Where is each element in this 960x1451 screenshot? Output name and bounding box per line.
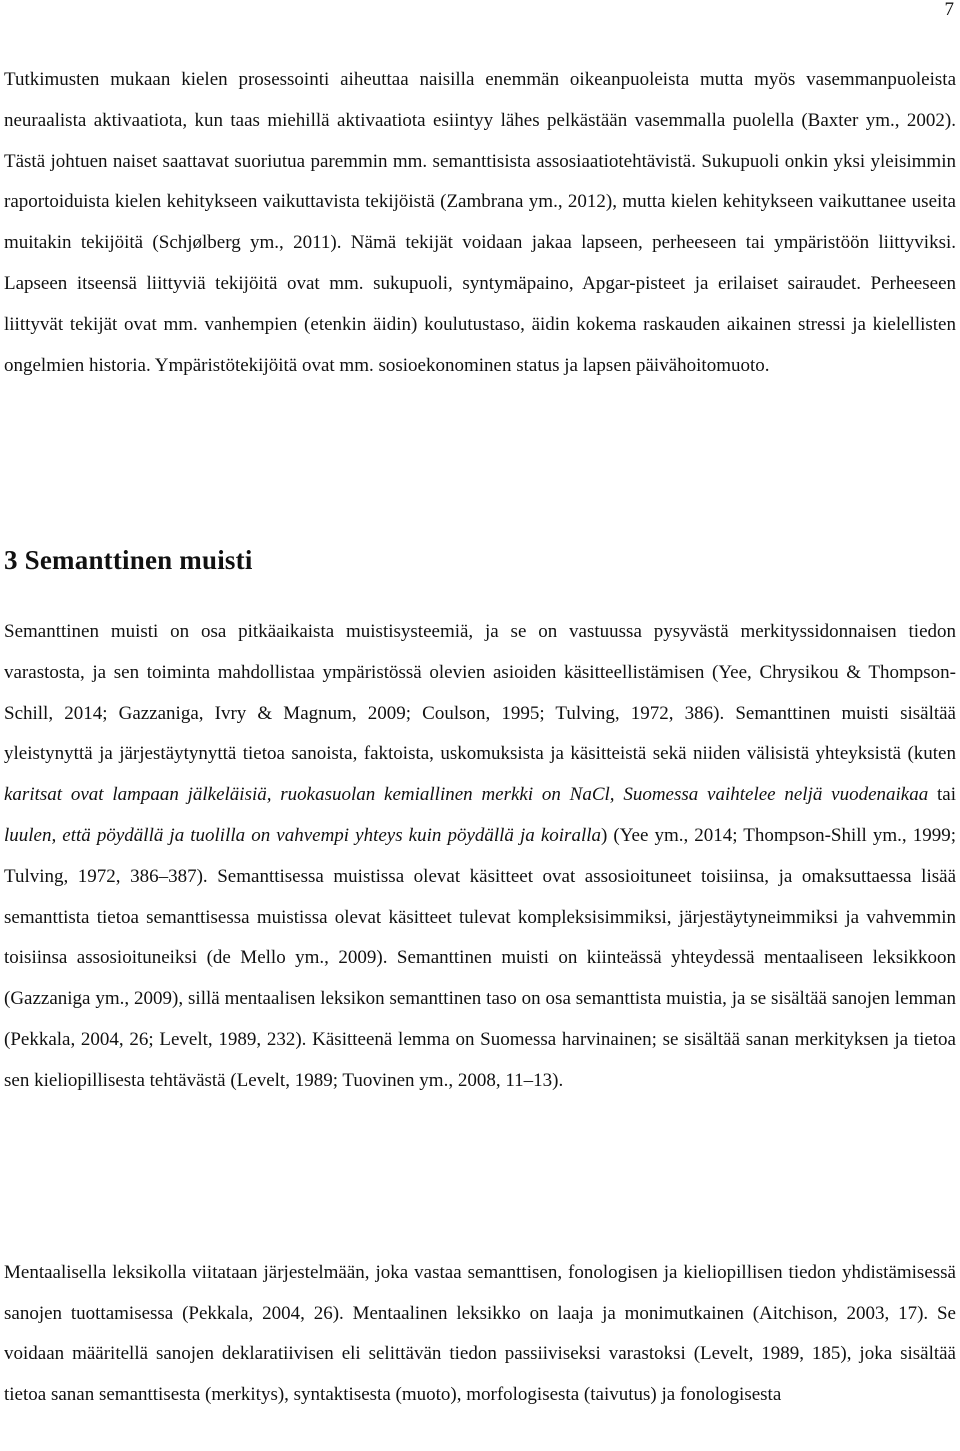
section-heading: 3 Semanttinen muisti [4, 545, 253, 575]
paragraph-text: tai [928, 784, 956, 806]
paragraph-text: Semanttinen muisti on osa pitkäaikaista muistisysteemiä, ja se on vastuussa pysyvästä merkityssidonnaisen tiedon varastosta, ja sen toiminta mahdollistaa ympäristössä olevien asioiden käsitteellistämisen (Yee, Chrysikou & Thompson-Schill, 2014; Gazzaniga, Ivry & Magnum, 2009; Coulson, 1995; Tulving, 1972, 386). Semanttinen muisti sisältää yleistynyttä ja järjestäytynyttä tietoa sanoista, faktoista, uskomuksista ja käsitteistä sekä niiden välisistä yhteyksistä (kuten [4, 621, 956, 765]
italic-example: luulen, että pöydällä ja tuolilla on vahvempi yhteys kuin pöydällä ja koiralla [4, 824, 601, 846]
paragraph-semantic-memory [4, 612, 956, 1102]
paragraph-language-processing: Tutkimusten mukaan kielen prosessointi aiheuttaa naisilla enemmän oikeanpuoleista mutta myös vasemmanpuoleista neuraalista aktivaatiota, kun taas miehillä aktivaatiota esiintyy lähes pelkästään vasemmalla puolella (Baxter ym., 2002). Tästä johtuen naiset saattavat suoriutua paremmin mm. semanttisista assosiaatiotehtävistä. Sukupuoli onkin yksi yleisimmin raportoiduista kielen kehitykseen vaikuttavista tekijöistä (Zambrana ym., 2012), mutta kielen kehitykseen vaikuttanee useita muitakin tekijöitä (Schjølberg ym., 2011). Nämä tekijät voidaan jakaa lapseen, perheeseen tai ympäristöön liittyviksi. Lapseen itseensä liittyviä tekijöitä ovat mm. sukupuoli, syntymäpaino, Apgar-pisteet ja erilaiset sairaudet. Perheeseen liittyvät tekijät ovat mm. vanhempien (etenkin äidin) koulutustaso, äidin kokema raskauden aikainen stressi ja kielellisten ongelmien historia. Ympäristötekijöitä ovat mm. sosioekonominen status ja lapsen päivähoitomuoto. [4, 69, 956, 376]
italic-examples: karitsat ovat lampaan jälkeläisiä, ruokasuolan kemiallinen merkki on NaCl, Suomessa vaihtelee neljä vuodenaikaa [4, 784, 929, 806]
paragraph-mental-lexicon: Mentaalisella leksikolla viitataan järjestelmään, joka vastaa semanttisen, fonologisen ja kieliopillisen tiedon yhdistämisessä sanojen tuottamisessa (Pekkala, 2004, 26). Mentaalinen leksikko on laaja ja monimutkainen (Aitchison, 2003, 17). Se voidaan määritellä sanojen deklaratiivisen eli selittävän tiedon passiiviseksi varastoksi (Levelt, 1989, 185), joka sisältää tietoa sanan semanttisesta (merkitys), syntaktisesta (muoto), morfologisesta (taivutus) ja fonologisesta [4, 1262, 956, 1406]
page-number: 7 [944, 0, 954, 20]
paragraph-text: ) (Yee ym., 2014; Thompson-Shill ym., 1999; Tulving, 1972, 386–387). Semanttisessa muistissa olevat käsitteet ovat assosioituneet toisiinsa, ja omaksuttaessa lisää semanttista tietoa semanttisessa muistissa olevat käsitteet tulevat kompleksisimmiksi, järjestäytyneimmiksi ja vahvemmin toisiinsa assosioituneiksi (de Mello ym., 2009). Semanttinen muisti on kiinteässä yhteydessä mentaaliseen leksikkoon (Gazzaniga ym., 2009), sillä mentaalisen leksikon semanttinen taso on osa semanttista muistia, ja se sisältää sanojen lemman (Pekkala, 2004, 26; Levelt, 1989, 232). Käsitteenä lemma on Suomessa harvinainen; se sisältää sanan merkityksen ja tietoa sen kieliopillisesta tehtävästä (Levelt, 1989; Tuovinen ym., 2008, 11–13). [4, 824, 956, 1091]
